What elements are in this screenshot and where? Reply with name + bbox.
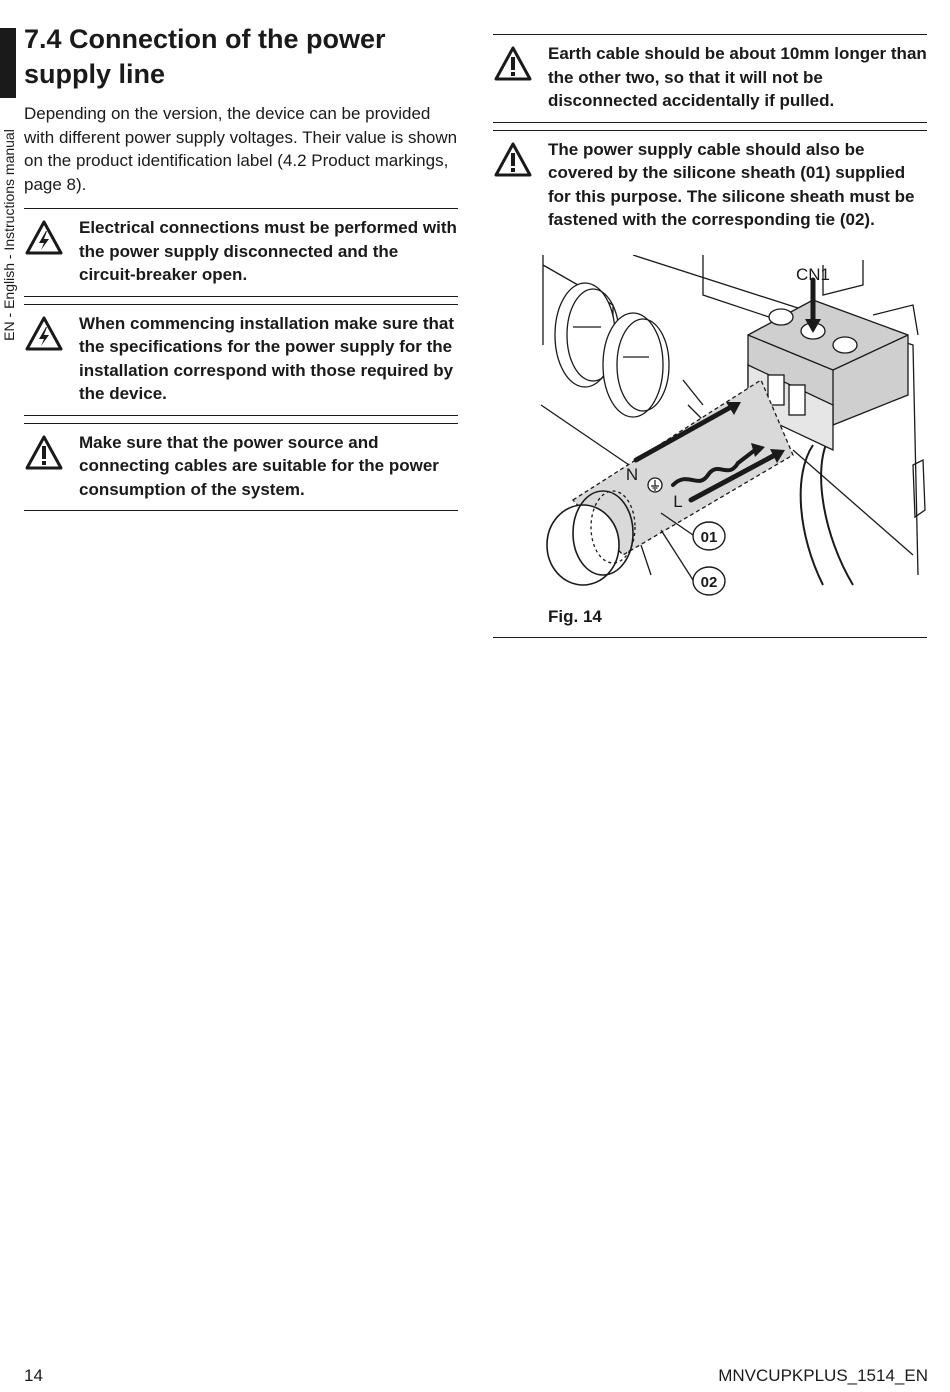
caution-icon bbox=[493, 45, 533, 83]
label-line: L bbox=[673, 491, 683, 511]
warning-text: The power supply cable should also be covered by the silicone sheath (01) supplied for this purpose. The silicone sheath must be fastened with the corresponding tie (02). bbox=[548, 139, 915, 229]
section-marker-bar bbox=[0, 28, 16, 98]
caution-icon bbox=[493, 141, 533, 179]
left-column bbox=[24, 22, 458, 511]
caution-icon bbox=[24, 434, 64, 472]
label-cn1: CN1 bbox=[795, 264, 831, 284]
document-code: MNVCUPKPLUS_1514_EN bbox=[718, 1366, 928, 1385]
electric-hazard-icon bbox=[24, 219, 64, 257]
warning-text: Earth cable should be about 10mm longer than the other two, so that it will not be disconnected accidentally if pulled. bbox=[548, 44, 927, 110]
callout-01: 01 bbox=[700, 528, 718, 546]
warning-text: When commencing installation make sure that the specifications for the power supply for the installation correspond with those required by the device. bbox=[79, 313, 455, 403]
warning-silicone-sheath bbox=[493, 130, 927, 241]
right-column bbox=[493, 34, 927, 638]
section-title: 7.4 Connection of the power supply line bbox=[24, 24, 386, 89]
page-number: 14 bbox=[24, 1366, 43, 1385]
warning-text: Make sure that the power source and connecting cables are suitable for the power consumption of the system. bbox=[79, 432, 439, 499]
warning-power-specifications bbox=[24, 304, 458, 416]
figure-bottom-rule bbox=[493, 637, 927, 638]
power-connection-illustration bbox=[493, 255, 927, 605]
figure-power-connection bbox=[493, 255, 927, 605]
label-neutral: N bbox=[625, 464, 639, 484]
figure-caption: Fig. 14 bbox=[548, 606, 602, 626]
warning-earth-cable bbox=[493, 34, 927, 123]
callout-02: 02 bbox=[700, 573, 718, 591]
sidebar-label: EN - English - Instructions manual bbox=[1, 129, 17, 341]
warning-electrical-connections bbox=[24, 208, 458, 297]
warning-text: Electrical connections must be performed with the power supply disconnected and the circuit-breaker open. bbox=[79, 218, 457, 284]
intro-paragraph: Depending on the version, the device can be provided with different power supply voltages. Their value is shown on the product identification label (4.2 Product markings, page 8). bbox=[24, 104, 458, 194]
warning-power-source bbox=[24, 423, 458, 512]
electric-hazard-icon bbox=[24, 315, 64, 353]
